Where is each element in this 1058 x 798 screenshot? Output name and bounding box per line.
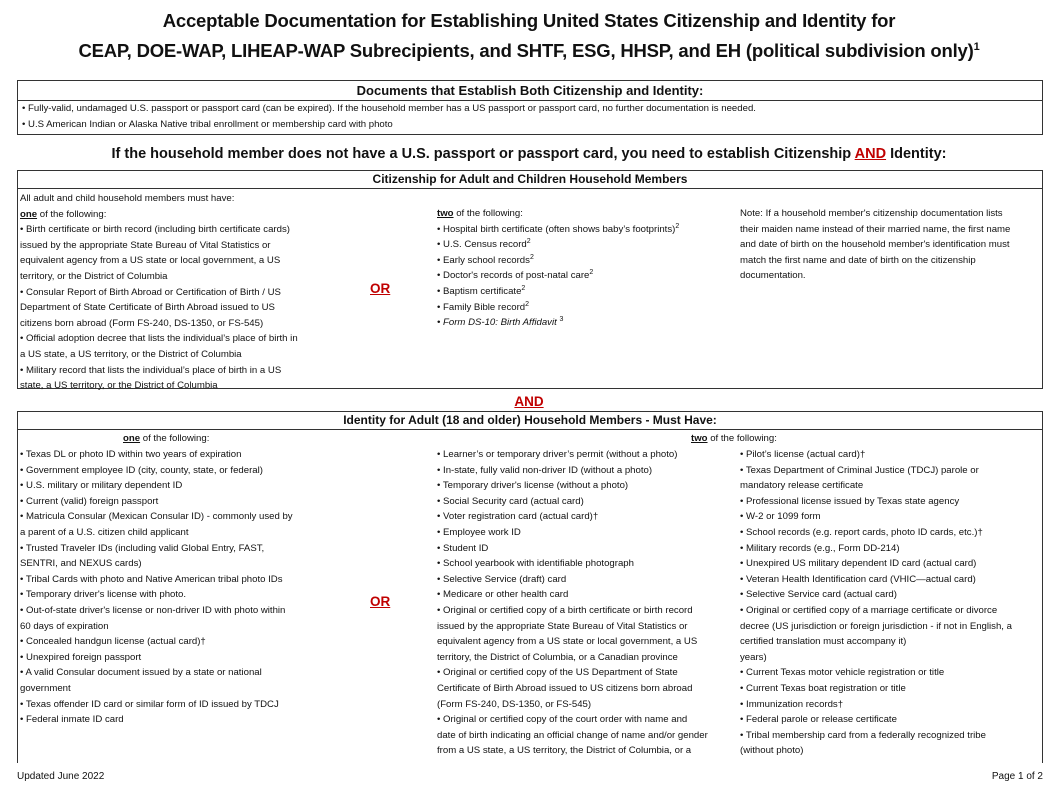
list-line: • Medicare or other health card — [437, 589, 569, 601]
list-line: • Original or certified copy of a birth certificate or birth record — [437, 604, 693, 616]
two-word: two — [691, 433, 708, 444]
identity-box — [17, 411, 1043, 763]
list-line: issued by the appropriate State Bureau of Vital Statistics or — [20, 239, 271, 251]
list-item-text: • Form DS-10: Birth Affidavit — [437, 317, 560, 329]
identity-col1 — [20, 447, 293, 728]
footnote-marker: 3 — [559, 315, 564, 323]
identity-col3 — [740, 447, 1012, 759]
one-rest: of the following: — [140, 433, 210, 444]
list-line: • Original or certified copy of a marriage certificate or divorce — [740, 604, 998, 616]
list-line: SENTRI, and NEXUS cards) — [20, 558, 142, 570]
list-line: • Immunization records† — [740, 698, 844, 710]
document-title-line1: Acceptable Documentation for Establishing United States Citizenship and Identity for — [162, 10, 896, 31]
both-documents-heading: Documents that Establish Both Citizenship and Identity: — [356, 83, 704, 98]
and-separator — [0, 393, 1058, 411]
list-line: • W-2 or 1099 form — [740, 511, 821, 523]
list-line: • School yearbook with identifiable photograph — [437, 558, 634, 570]
list-item — [437, 300, 679, 316]
list-line: • Original or certified copy of the court order with name and — [437, 714, 688, 726]
list-line: territory, the District of Columbia, or a Canadian province — [437, 651, 678, 663]
list-line: from a US state, a US territory, the District of Columbia, or a — [437, 745, 692, 757]
list-item-text: • Family Bible record — [437, 301, 526, 313]
instruction-line — [0, 146, 1058, 162]
list-line: • Federal parole or release certificate — [740, 714, 897, 726]
list-line: • In-state, fully valid non-driver ID (without a photo) — [437, 464, 653, 476]
list-line: • Government employee ID (city, county, state, or federal) — [20, 464, 263, 476]
citizenship-intro: All adult and child household members must have: — [20, 193, 235, 204]
list-line: • Current Texas boat registration or title — [740, 682, 906, 694]
citizenship-col1-items — [20, 222, 298, 394]
list-line: Note: If a household member's citizenship documentation lists — [740, 208, 1003, 219]
list-line: territory, or the District of Columbia — [20, 270, 168, 282]
list-line: • Concealed handgun license (actual card)† — [20, 636, 206, 648]
title-footnote-marker: 1 — [973, 40, 980, 53]
divider — [18, 188, 1042, 189]
list-line: • Unexpired foreign passport — [20, 651, 142, 663]
list-item — [437, 284, 679, 300]
footnote-marker: 2 — [675, 222, 680, 230]
list-line: • Official adoption decree that lists the individual’s place of birth in — [20, 333, 298, 345]
footnote-marker: 2 — [529, 253, 534, 261]
list-item-text: • U.S. Census record — [437, 239, 527, 251]
list-line: documentation. — [740, 270, 806, 282]
list-line: • Current (valid) foreign passport — [20, 495, 159, 507]
list-item — [437, 268, 679, 284]
list-item-text: • Early school records — [437, 254, 530, 266]
list-line: • Selective Service card (actual card) — [740, 589, 897, 601]
list-line: match the first name and date of birth on the citizenship — [740, 254, 976, 266]
list-line: • Matricula Consular (Mexican Consular ID) - commonly used by — [20, 511, 293, 523]
list-line: a parent of a U.S. citizen child applicant — [20, 526, 189, 538]
list-line: their maiden name instead of their married name, the first name — [740, 223, 1011, 235]
list-line: • Original or certified copy of the US Department of State — [437, 667, 678, 679]
list-line: • Birth certificate or birth record (including birth certificate cards) — [20, 224, 290, 236]
list-line: (Form FS-240, DS-1350, or FS-545) — [437, 698, 592, 710]
both-item-tribal-card: • U.S American Indian or Alaska Native tribal enrollment or membership card with photo — [22, 119, 393, 130]
list-line: and date of birth on the household member's identification must — [740, 239, 1010, 251]
list-item-text: • Baptism certificate — [437, 285, 522, 297]
list-line: government — [20, 682, 71, 694]
list-line: • U.S. military or military dependent ID — [20, 480, 183, 492]
identity-two-label — [691, 431, 777, 447]
two-rest: of the following: — [707, 433, 777, 444]
list-line: • Texas Department of Criminal Justice (TDCJ) parole or — [740, 464, 979, 476]
list-line: • Tribal Cards with photo and Native American tribal photo IDs — [20, 573, 283, 585]
list-line: years) — [740, 651, 767, 663]
citizenship-heading: Citizenship for Adult and Children Household Members — [372, 172, 688, 186]
footer-page-number: Page 1 of 2 — [991, 771, 1043, 782]
list-line: • Unexpired US military dependent ID card (actual card) — [740, 558, 977, 570]
list-line: Certificate of Birth Abroad issued to US citizens born abroad — [437, 682, 693, 694]
list-item-text: • Hospital birth certificate (often shows baby’s footprints) — [437, 223, 676, 235]
list-line: • School records (e.g. report cards, photo ID cards, etc.)† — [740, 526, 983, 538]
citizenship-one-label — [20, 207, 298, 223]
one-word: one — [123, 433, 141, 444]
list-line: 60 days of expiration — [20, 620, 109, 632]
footnote-marker: 2 — [521, 284, 526, 292]
citizenship-col1 — [20, 191, 298, 394]
list-line: • Learner’s or temporary driver’s permit (without a photo) — [437, 449, 678, 460]
instruction-and: AND — [854, 146, 887, 162]
citizenship-col2-items — [437, 222, 679, 331]
footer-updated: Updated June 2022 — [17, 771, 105, 782]
list-line: • Employee work ID — [437, 526, 521, 538]
identity-col2 — [437, 447, 708, 759]
list-line: • Texas DL or photo ID within two years of expiration — [20, 449, 242, 460]
list-line: • Tribal membership card from a federally recognized tribe — [740, 729, 986, 741]
list-line: • Consular Report of Birth Abroad or Certification of Birth / US — [20, 286, 281, 298]
list-line: • Federal inmate ID card — [20, 714, 124, 726]
divider — [18, 429, 1042, 430]
list-line: mandatory release certificate — [740, 480, 864, 492]
one-rest: of the following: — [37, 208, 107, 220]
footnote-marker: 2 — [589, 269, 594, 277]
list-item — [437, 222, 679, 238]
list-line: • Current Texas motor vehicle registration or title — [740, 667, 945, 679]
list-line: issued by the appropriate State Bureau of Vital Statistics or — [437, 620, 688, 632]
one-word: one — [20, 208, 38, 220]
list-line: state, a US territory, or the District of Columbia — [20, 380, 218, 392]
both-item-passport: • Fully-valid, undamaged U.S. passport or passport card (can be expired). If the household member has a US passport or passport card, no further documentation is needed. — [22, 103, 756, 114]
two-rest: of the following: — [453, 208, 523, 219]
list-line: a US state, a US territory, or the District of Columbia — [20, 348, 242, 360]
two-word: two — [437, 208, 454, 219]
citizenship-note — [740, 206, 1010, 284]
citizenship-box — [17, 170, 1043, 392]
list-item — [437, 315, 679, 331]
footnote-marker: 2 — [526, 238, 531, 245]
list-line: • Texas offender ID card or similar form of ID issued by TDCJ — [20, 698, 279, 710]
list-line: decree (US jurisdiction or foreign jurisdiction - if not in English, a — [740, 620, 1012, 632]
list-line: • Social Security card (actual card) — [437, 495, 584, 507]
list-line: equivalent agency from a US state or local government, a US — [437, 636, 698, 648]
footnote-marker: 2 — [525, 300, 530, 308]
list-line: certified translation must accompany it) — [740, 636, 907, 648]
list-line: Department of State Certificate of Birth Abroad issued to US — [20, 302, 275, 314]
citizenship-col2 — [437, 206, 679, 331]
list-line: • Military records (e.g., Form DD-214) — [740, 542, 900, 554]
list-line: • Voter registration card (actual card)† — [437, 511, 599, 523]
list-line: equivalent agency from a US state or local government, a US — [20, 255, 281, 267]
citizenship-or-label: OR — [370, 281, 391, 296]
list-line: • A valid Consular document issued by a state or national — [20, 667, 262, 679]
instruction-text: If the household member does not have a U.S. passport or passport card, you need to establish Citizenship — [111, 146, 855, 162]
list-line: • Professional license issued by Texas state agency — [740, 495, 960, 507]
list-line: (without photo) — [740, 745, 804, 757]
title-line2-text: CEAP, DOE-WAP, LIHEAP-WAP Subrecipients, and SHTF, ESG, HHSP, and EH (political subdivision only) — [78, 40, 974, 61]
both-documents-box — [17, 80, 1043, 135]
list-line: • Student ID — [437, 542, 489, 554]
identity-heading: Identity for Adult (18 and older) Household Members - Must Have: — [343, 413, 717, 427]
list-line: date of birth indicating an official change of name and/or gender — [437, 729, 708, 741]
list-line: • Temporary driver's license with photo. — [20, 589, 187, 601]
list-item — [437, 237, 679, 253]
list-line: • Trusted Traveler IDs (including valid Global Entry, FAST, — [20, 542, 265, 554]
list-line: • Out-of-state driver's license or non-driver ID with photo within — [20, 604, 286, 616]
list-line: • Temporary driver's license (without a photo) — [437, 480, 629, 492]
list-line: • Selective Service (draft) card — [437, 573, 567, 585]
list-line: • Military record that lists the individual’s place of birth in a US — [20, 364, 282, 376]
list-line: • Pilot’s license (actual card)† — [740, 449, 866, 460]
list-item-text: • Doctor's records of post-natal care — [437, 270, 590, 282]
and-label: AND — [514, 394, 544, 409]
document-title-line2 — [0, 40, 1058, 62]
identity-one-label — [123, 431, 209, 447]
list-item — [437, 253, 679, 269]
identity-or-label: OR — [370, 594, 391, 609]
instruction-suffix: Identity: — [886, 146, 947, 162]
list-line: citizens born abroad (Form FS-240, DS-1350, or FS-545) — [20, 317, 264, 329]
list-line: • Veteran Health Identification card (VHIC—actual card) — [740, 573, 976, 585]
citizenship-two-label — [437, 206, 679, 222]
